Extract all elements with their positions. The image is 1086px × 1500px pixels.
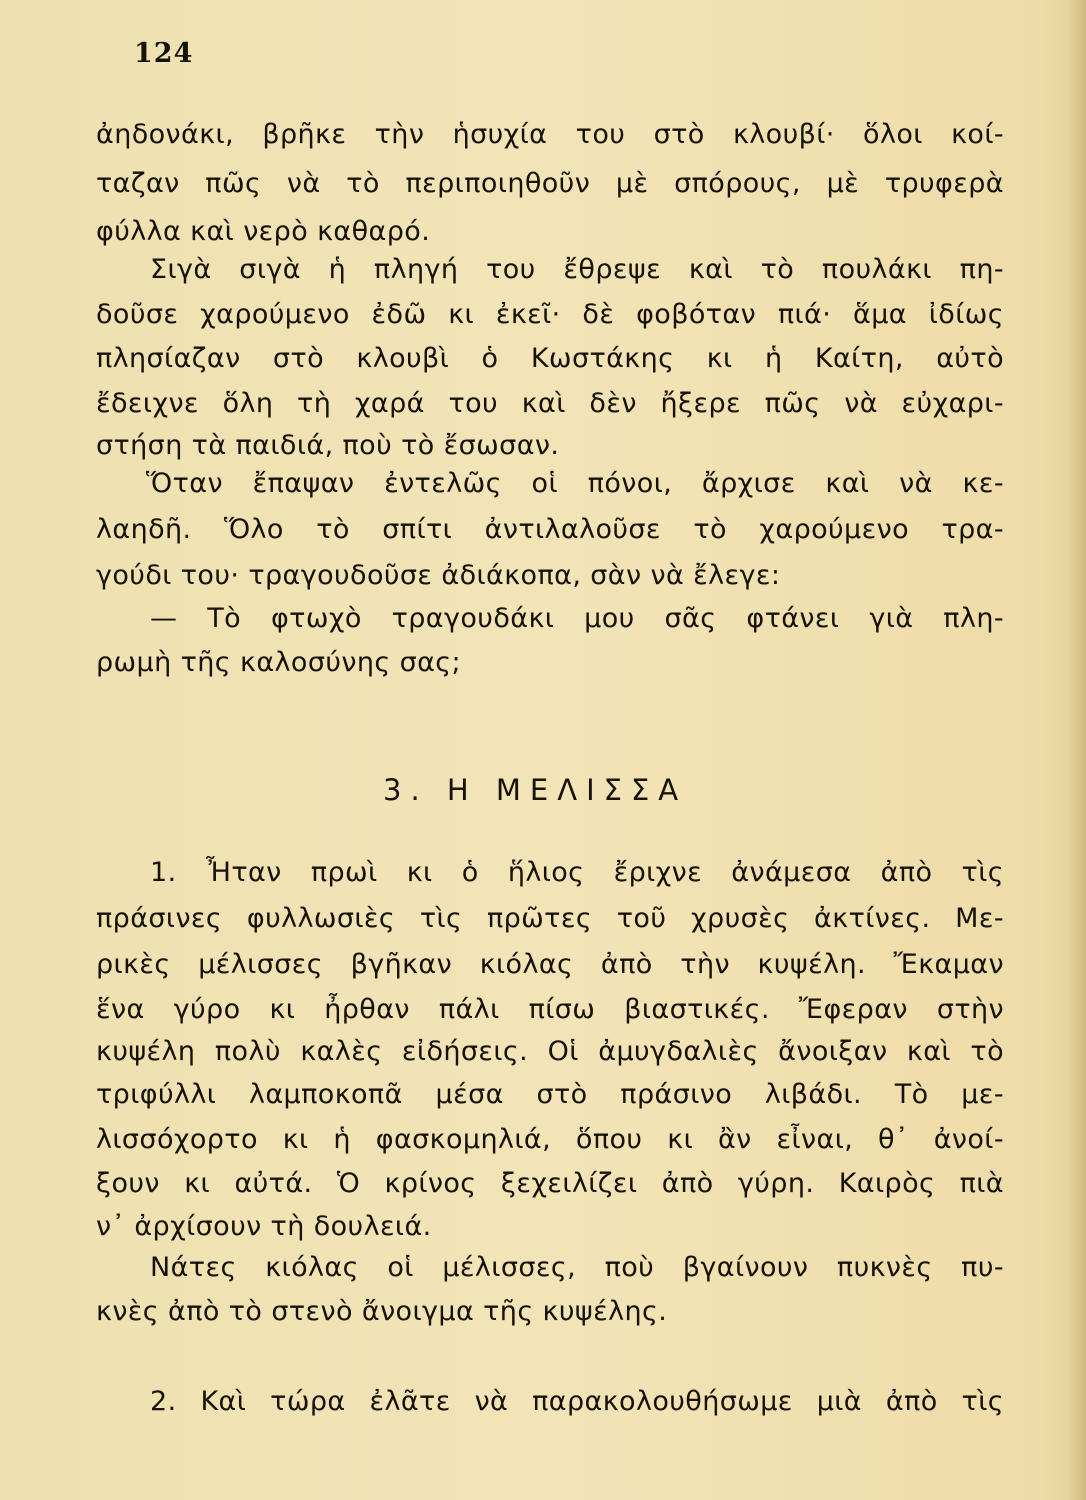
text-line: Σιγὰ σιγὰ ἡ πληγή του ἔθρεψε καὶ τὸ πουλάκι πη- <box>150 254 1004 285</box>
section-heading: 3. Η ΜΕΛΙΣΣΑ <box>383 773 688 807</box>
text-line: ἔδειχνε ὅλη τὴ χαρά του καὶ δὲν ἤξερε πῶς νὰ εὐχαρι- <box>96 388 1004 419</box>
text-line: στήση τὰ παιδιά, ποὺ τὸ ἔσωσαν. <box>96 430 560 461</box>
text-line: ἀηδονάκι, βρῆκε τὴν ἡσυχία του στὸ κλουβί· ὅλοι κοί- <box>96 119 1004 150</box>
text-line: ν᾽ ἀρχίσουν τὴ δουλειά. <box>96 1211 432 1242</box>
text-line: ρωμὴ τῆς καλοσύνης σας; <box>96 647 462 678</box>
text-line: Νάτες κιόλας οἱ μέλισσες, ποὺ βγαίνουν πυκνὲς πυ- <box>150 1252 1004 1283</box>
text-line: τριφύλλι λαμποκοπᾶ μέσα στὸ πράσινο λιβάδι. Τὸ με- <box>96 1079 1004 1110</box>
page-edge-shadow <box>1068 0 1086 1500</box>
text-line: ἕνα γύρο κι ἦρθαν πάλι πίσω βιαστικές. Ἔφεραν στὴν <box>96 994 1004 1025</box>
text-line: — Τὸ φτωχὸ τραγουδάκι μου σᾶς φτάνει γιὰ πλη- <box>150 603 1004 634</box>
text-line: δοῦσε χαρούμενο ἐδῶ κι ἐκεῖ· δὲ φοβόταν πιά· ἅμα ἰδίως <box>96 299 1004 330</box>
text-line: λισσόχορτο κι ἡ φασκομηλιά, ὅπου κι ἂν εἶναι, θ᾽ ἀνοί- <box>96 1124 1004 1155</box>
text-line: πράσινες φυλλωσιὲς τὶς πρῶτες τοῦ χρυσὲς ἀκτίνες. Με- <box>96 903 1004 934</box>
text-line: φύλλα καὶ νερὸ καθαρό. <box>96 216 431 247</box>
text-line: ρικὲς μέλισσες βγῆκαν κιόλας ἀπὸ τὴν κυψέλη. Ἔκαμαν <box>96 949 1004 980</box>
text-line: 1. Ἦταν πρωὶ κι ὁ ἥλιος ἔριχνε ἀνάμεσα ἀπὸ τὶς <box>150 857 1004 888</box>
text-line: γούδι του· τραγουδοῦσε ἀδιάκοπα, σὰν νὰ ἔλεγε: <box>96 560 781 591</box>
text-line: κυψέλη πολὺ καλὲς εἰδήσεις. Οἱ ἀμυγδαλιὲς ἄνοιξαν καὶ τὸ <box>96 1036 1004 1067</box>
page-number: 124 <box>134 38 194 69</box>
text-line: 2. Καὶ τώρα ἐλᾶτε νὰ παρακολουθήσωμε μιὰ ἀπὸ τὶς <box>150 1386 1004 1417</box>
text-line: ταζαν πῶς νὰ τὸ περιποιηθοῦν μὲ σπόρους, μὲ τρυφερὰ <box>96 168 1004 199</box>
text-line: πλησίαζαν στὸ κλουβὶ ὁ Κωστάκης κι ἡ Καίτη, αὐτὸ <box>96 343 1004 374</box>
text-line: ξουν κι αὐτά. Ὁ κρίνος ξεχειλίζει ἀπὸ γύρη. Καιρὸς πιὰ <box>96 1168 1004 1199</box>
text-line: Ὅταν ἔπαψαν ἐντελῶς οἱ πόνοι, ἄρχισε καὶ νὰ κε- <box>146 468 1004 499</box>
text-line: λαηδῆ. Ὅλο τὸ σπίτι ἀντιλαλοῦσε τὸ χαρούμενο τρα- <box>96 514 1004 545</box>
text-line: κνὲς ἀπὸ τὸ στενὸ ἄνοιγμα τῆς κυψέλης. <box>96 1296 668 1327</box>
